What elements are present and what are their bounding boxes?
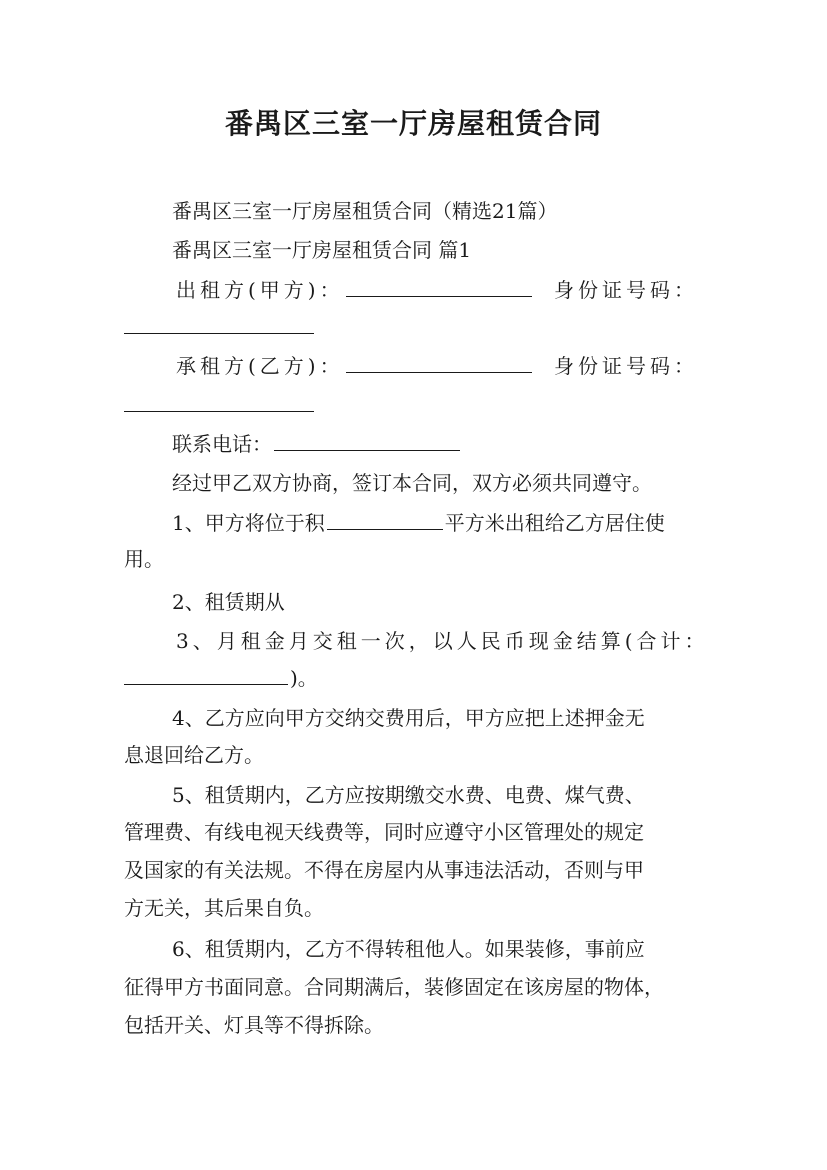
lessee-line bbox=[176, 352, 698, 380]
clause-3-text-b: )。 bbox=[290, 666, 318, 690]
section-heading: 番禺区三室一厅房屋租赁合同 篇1 bbox=[172, 238, 472, 262]
clause-6-line-1: 6、租赁期内，乙方不得转租他人。如果装修，事前应 bbox=[172, 937, 645, 961]
clause-3-line-2 bbox=[124, 664, 318, 692]
lessee-blank bbox=[346, 352, 532, 373]
id-blank-1 bbox=[124, 333, 314, 334]
clause-5-line-4: 方无关，其后果自负。 bbox=[124, 896, 324, 920]
document-title: 番禺区三室一厅房屋租赁合同 bbox=[224, 107, 602, 140]
intro-paragraph: 经过甲乙双方协商，签订本合同，双方必须共同遵守。 bbox=[172, 471, 652, 495]
phone-blank bbox=[274, 430, 460, 451]
clause-4-line-2: 息退回给乙方。 bbox=[124, 743, 264, 767]
clause-4-line-1: 4、乙方应向甲方交纳交费用后，甲方应把上述押金无 bbox=[172, 706, 645, 730]
clause-5-line-1: 5、租赁期内，乙方应按期缴交水费、电费、煤气费、 bbox=[172, 783, 645, 807]
id-label-1: 身份证号码： bbox=[553, 278, 698, 302]
clause-1-line-1 bbox=[172, 509, 665, 537]
area-blank bbox=[327, 509, 443, 530]
clause-6-line-3: 包括开关、灯具等不得拆除。 bbox=[124, 1013, 384, 1037]
lessor-blank bbox=[346, 276, 532, 297]
id-label-2: 身份证号码： bbox=[553, 354, 698, 378]
clause-6-line-2: 征得甲方书面同意。合同期满后，装修固定在该房屋的物体， bbox=[124, 975, 664, 999]
lessee-label: 承租方(乙方)： bbox=[176, 354, 344, 378]
clause-1-text-a: 1、甲方将位于积 bbox=[172, 511, 325, 535]
clause-5-line-2: 管理费、有线电视天线费等，同时应遵守小区管理处的规定 bbox=[124, 820, 644, 844]
id-blank-2 bbox=[124, 411, 314, 412]
clause-1-line-2: 用。 bbox=[124, 547, 164, 571]
clause-5-line-3: 及国家的有关法规。不得在房屋内从事违法活动，否则与甲 bbox=[124, 858, 644, 882]
phone-label: 联系电话： bbox=[172, 432, 272, 456]
phone-line bbox=[172, 430, 462, 458]
clause-1-text-b: 平方米出租给乙方居住使 bbox=[444, 511, 665, 535]
clause-2: 2、租赁期从 bbox=[172, 590, 285, 614]
clause-3-line-1: 3、月租金月交租一次，以人民币现金结算(合计： bbox=[176, 629, 709, 653]
lessor-label: 出租方(甲方)： bbox=[176, 278, 344, 302]
rent-blank bbox=[124, 664, 288, 685]
lessor-line bbox=[176, 276, 698, 304]
subtitle: 番禺区三室一厅房屋租赁合同（精选21篇） bbox=[172, 199, 558, 223]
